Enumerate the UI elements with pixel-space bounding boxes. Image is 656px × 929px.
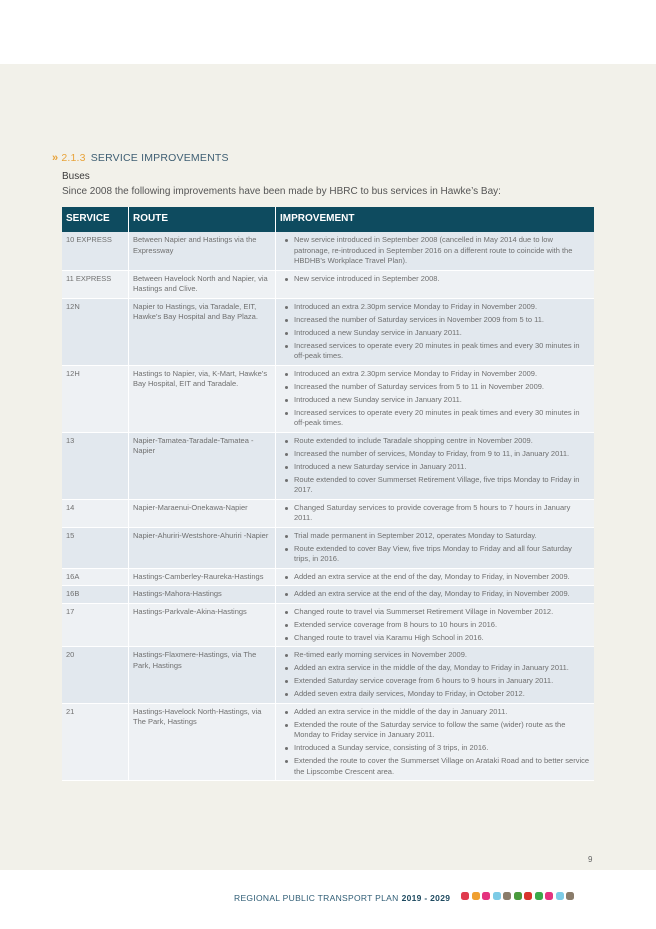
improvement-item: Introduced a Sunday service, consisting of 3 trips, in 2016. bbox=[294, 743, 590, 754]
improvement-item: Increased the number of Saturday services in November 2009 from 5 to 11. bbox=[294, 315, 590, 326]
improvement-cell bbox=[276, 527, 595, 568]
improvement-cell bbox=[276, 586, 595, 604]
service-cell: 14 bbox=[62, 499, 129, 527]
table-row bbox=[62, 527, 594, 568]
improvement-item: Introduced a new Sunday service in January 2011. bbox=[294, 328, 590, 339]
improvement-list bbox=[280, 589, 590, 600]
improvement-list bbox=[280, 503, 590, 524]
improvement-item: Added an extra service in the middle of the day in January 2011. bbox=[294, 707, 590, 718]
improvement-list bbox=[280, 274, 590, 285]
color-dot bbox=[556, 892, 564, 900]
improvement-item: Route extended to cover Bay View, five trips Monday to Friday and all four Saturday trips, in 2016. bbox=[294, 544, 590, 565]
route-cell: Hastings-Mahora-Hastings bbox=[129, 586, 276, 604]
service-cell: 20 bbox=[62, 647, 129, 704]
improvement-item: Introduced a new Sunday service in January 2011. bbox=[294, 395, 590, 406]
table-header-row bbox=[62, 207, 594, 232]
route-cell: Hastings-Parkvale-Akina-Hastings bbox=[129, 603, 276, 647]
route-cell: Hastings-Flaxmere-Hastings, via The Park, Hastings bbox=[129, 647, 276, 704]
improvement-item: Extended service coverage from 8 hours to 10 hours in 2016. bbox=[294, 620, 590, 631]
route-cell: Napier to Hastings, via Taradale, EIT, Hawke’s Bay Hospital and Bay Plaza. bbox=[129, 298, 276, 365]
improvement-list bbox=[280, 607, 590, 644]
chevron-icon: » bbox=[52, 152, 59, 164]
improvement-item: Increased the number of services, Monday to Friday, from 9 to 11, in January 2011. bbox=[294, 449, 590, 460]
intro-text: Since 2008 the following improvements have been made by HBRC to bus services in Hawke’s Bay: bbox=[62, 186, 501, 197]
service-cell: 16A bbox=[62, 568, 129, 586]
subheading: Buses bbox=[62, 171, 90, 182]
route-cell: Between Havelock North and Napier, via Hastings and Clive. bbox=[129, 270, 276, 298]
improvement-item: Changed Saturday services to provide coverage from 5 hours to 7 hours in January 2011. bbox=[294, 503, 590, 524]
improvement-item: Introduced an extra 2.30pm service Monday to Friday in November 2009. bbox=[294, 369, 590, 380]
color-dot bbox=[461, 892, 469, 900]
improvement-item: Changed route to travel via Summerset Retirement Village in November 2012. bbox=[294, 607, 590, 618]
table-row bbox=[62, 603, 594, 647]
section-number: 2.1.3 bbox=[61, 152, 86, 164]
table-body bbox=[62, 232, 594, 781]
route-cell: Hastings-Camberley-Raureka-Hastings bbox=[129, 568, 276, 586]
color-dot bbox=[493, 892, 501, 900]
improvement-cell bbox=[276, 432, 595, 499]
improvement-list bbox=[280, 707, 590, 778]
improvement-item: Changed route to travel via Karamu High School in 2016. bbox=[294, 633, 590, 644]
improvement-list bbox=[280, 572, 590, 583]
service-cell: 10 EXPRESS bbox=[62, 232, 129, 270]
improvement-item: Extended the route to cover the Summerset Village on Arataki Road and to better service the Lipscombe Crescent area. bbox=[294, 756, 590, 776]
improvement-item: Increased services to operate every 20 minutes in peak times and every 30 minutes in off-peak times. bbox=[294, 408, 590, 429]
footer-title bbox=[234, 893, 450, 903]
service-cell: 17 bbox=[62, 603, 129, 647]
header-service: SERVICE bbox=[62, 207, 129, 232]
improvement-cell bbox=[276, 568, 595, 586]
improvement-item: Route extended to cover Summerset Retirement Village, five trips Monday to Friday in 2017. bbox=[294, 475, 590, 496]
service-improvements-table bbox=[62, 207, 594, 781]
improvement-cell bbox=[276, 232, 595, 270]
section-heading bbox=[52, 152, 229, 164]
improvement-cell bbox=[276, 603, 595, 647]
footer-plan-name: REGIONAL PUBLIC TRANSPORT PLAN bbox=[234, 893, 399, 903]
route-cell: Napier-Ahuriri-Westshore-Ahuriri -Napier bbox=[129, 527, 276, 568]
table-row bbox=[62, 298, 594, 365]
service-cell: 16B bbox=[62, 586, 129, 604]
table-row bbox=[62, 365, 594, 432]
improvement-cell bbox=[276, 270, 595, 298]
table-row bbox=[62, 270, 594, 298]
improvement-item: Trial made permanent in September 2012, operates Monday to Saturday. bbox=[294, 531, 590, 542]
service-cell: 21 bbox=[62, 703, 129, 781]
color-dot bbox=[535, 892, 543, 900]
page-number: 9 bbox=[588, 855, 593, 864]
improvement-item: Added an extra service in the middle of the day, Monday to Friday in January 2011. bbox=[294, 663, 590, 674]
color-dot bbox=[472, 892, 480, 900]
service-cell: 13 bbox=[62, 432, 129, 499]
improvement-item: Added seven extra daily services, Monday to Friday, in October 2012. bbox=[294, 689, 590, 700]
improvement-list bbox=[280, 235, 590, 267]
improvement-cell bbox=[276, 499, 595, 527]
improvement-list bbox=[280, 436, 590, 496]
header-route: ROUTE bbox=[129, 207, 276, 232]
footer-years: 2019 - 2029 bbox=[401, 893, 451, 903]
improvement-item: Re-timed early morning services in November 2009. bbox=[294, 650, 590, 661]
improvement-cell bbox=[276, 298, 595, 365]
improvement-cell bbox=[276, 365, 595, 432]
color-dot bbox=[482, 892, 490, 900]
color-dots bbox=[461, 892, 574, 902]
improvement-item: Extended the route of the Saturday service to follow the same (wider) route as the Monday to Friday service in January 2011. bbox=[294, 720, 590, 741]
improvement-cell bbox=[276, 703, 595, 781]
improvement-list bbox=[280, 302, 590, 362]
service-cell: 12N bbox=[62, 298, 129, 365]
table-row bbox=[62, 499, 594, 527]
improvement-item: Increased the number of Saturday services from 5 to 11 in November 2009. bbox=[294, 382, 590, 393]
improvement-list bbox=[280, 531, 590, 565]
improvement-item: Extended Saturday service coverage from 6 hours to 9 hours in January 2011. bbox=[294, 676, 590, 687]
table-row bbox=[62, 647, 594, 704]
improvement-list bbox=[280, 369, 590, 429]
service-cell: 15 bbox=[62, 527, 129, 568]
table-row bbox=[62, 568, 594, 586]
route-cell: Between Napier and Hastings via the Expressway bbox=[129, 232, 276, 270]
improvement-cell bbox=[276, 647, 595, 704]
improvement-item: Introduced a new Saturday service in January 2011. bbox=[294, 462, 590, 473]
service-cell: 11 EXPRESS bbox=[62, 270, 129, 298]
route-cell: Napier-Tamatea-Taradale-Tamatea -Napier bbox=[129, 432, 276, 499]
route-cell: Hastings-Havelock North-Hastings, via The Park, Hastings bbox=[129, 703, 276, 781]
table-row bbox=[62, 432, 594, 499]
route-cell: Napier-Maraenui-Onekawa-Napier bbox=[129, 499, 276, 527]
table-row bbox=[62, 703, 594, 781]
improvement-list bbox=[280, 650, 590, 700]
improvement-item: Increased services to operate every 20 minutes in peak times and every 30 minutes in off-peak times. bbox=[294, 341, 590, 362]
improvement-item: New service introduced in September 2008 (cancelled in May 2014 due to low patronage, re-introduced in September 2016 on a different route to coincide with the HBDHB’s Workplace Travel Plan). bbox=[294, 235, 590, 267]
improvement-item: Route extended to include Taradale shopping centre in November 2009. bbox=[294, 436, 590, 447]
route-cell: Hastings to Napier, via, K-Mart, Hawke’s Bay Hospital, EIT and Taradale. bbox=[129, 365, 276, 432]
section-title: SERVICE IMPROVEMENTS bbox=[90, 152, 229, 164]
table-row bbox=[62, 586, 594, 604]
table-row bbox=[62, 232, 594, 270]
color-dot bbox=[545, 892, 553, 900]
color-dot bbox=[524, 892, 532, 900]
improvement-item: Added an extra service at the end of the day, Monday to Friday, in November 2009. bbox=[294, 572, 590, 583]
improvement-item: New service introduced in September 2008. bbox=[294, 274, 590, 285]
color-dot bbox=[514, 892, 522, 900]
color-dot bbox=[503, 892, 511, 900]
improvement-item: Added an extra service at the end of the day, Monday to Friday, in November 2009. bbox=[294, 589, 590, 600]
service-cell: 12H bbox=[62, 365, 129, 432]
color-dot bbox=[566, 892, 574, 900]
improvement-item: Introduced an extra 2.30pm service Monday to Friday in November 2009. bbox=[294, 302, 590, 313]
header-improvement: IMPROVEMENT bbox=[276, 207, 595, 232]
